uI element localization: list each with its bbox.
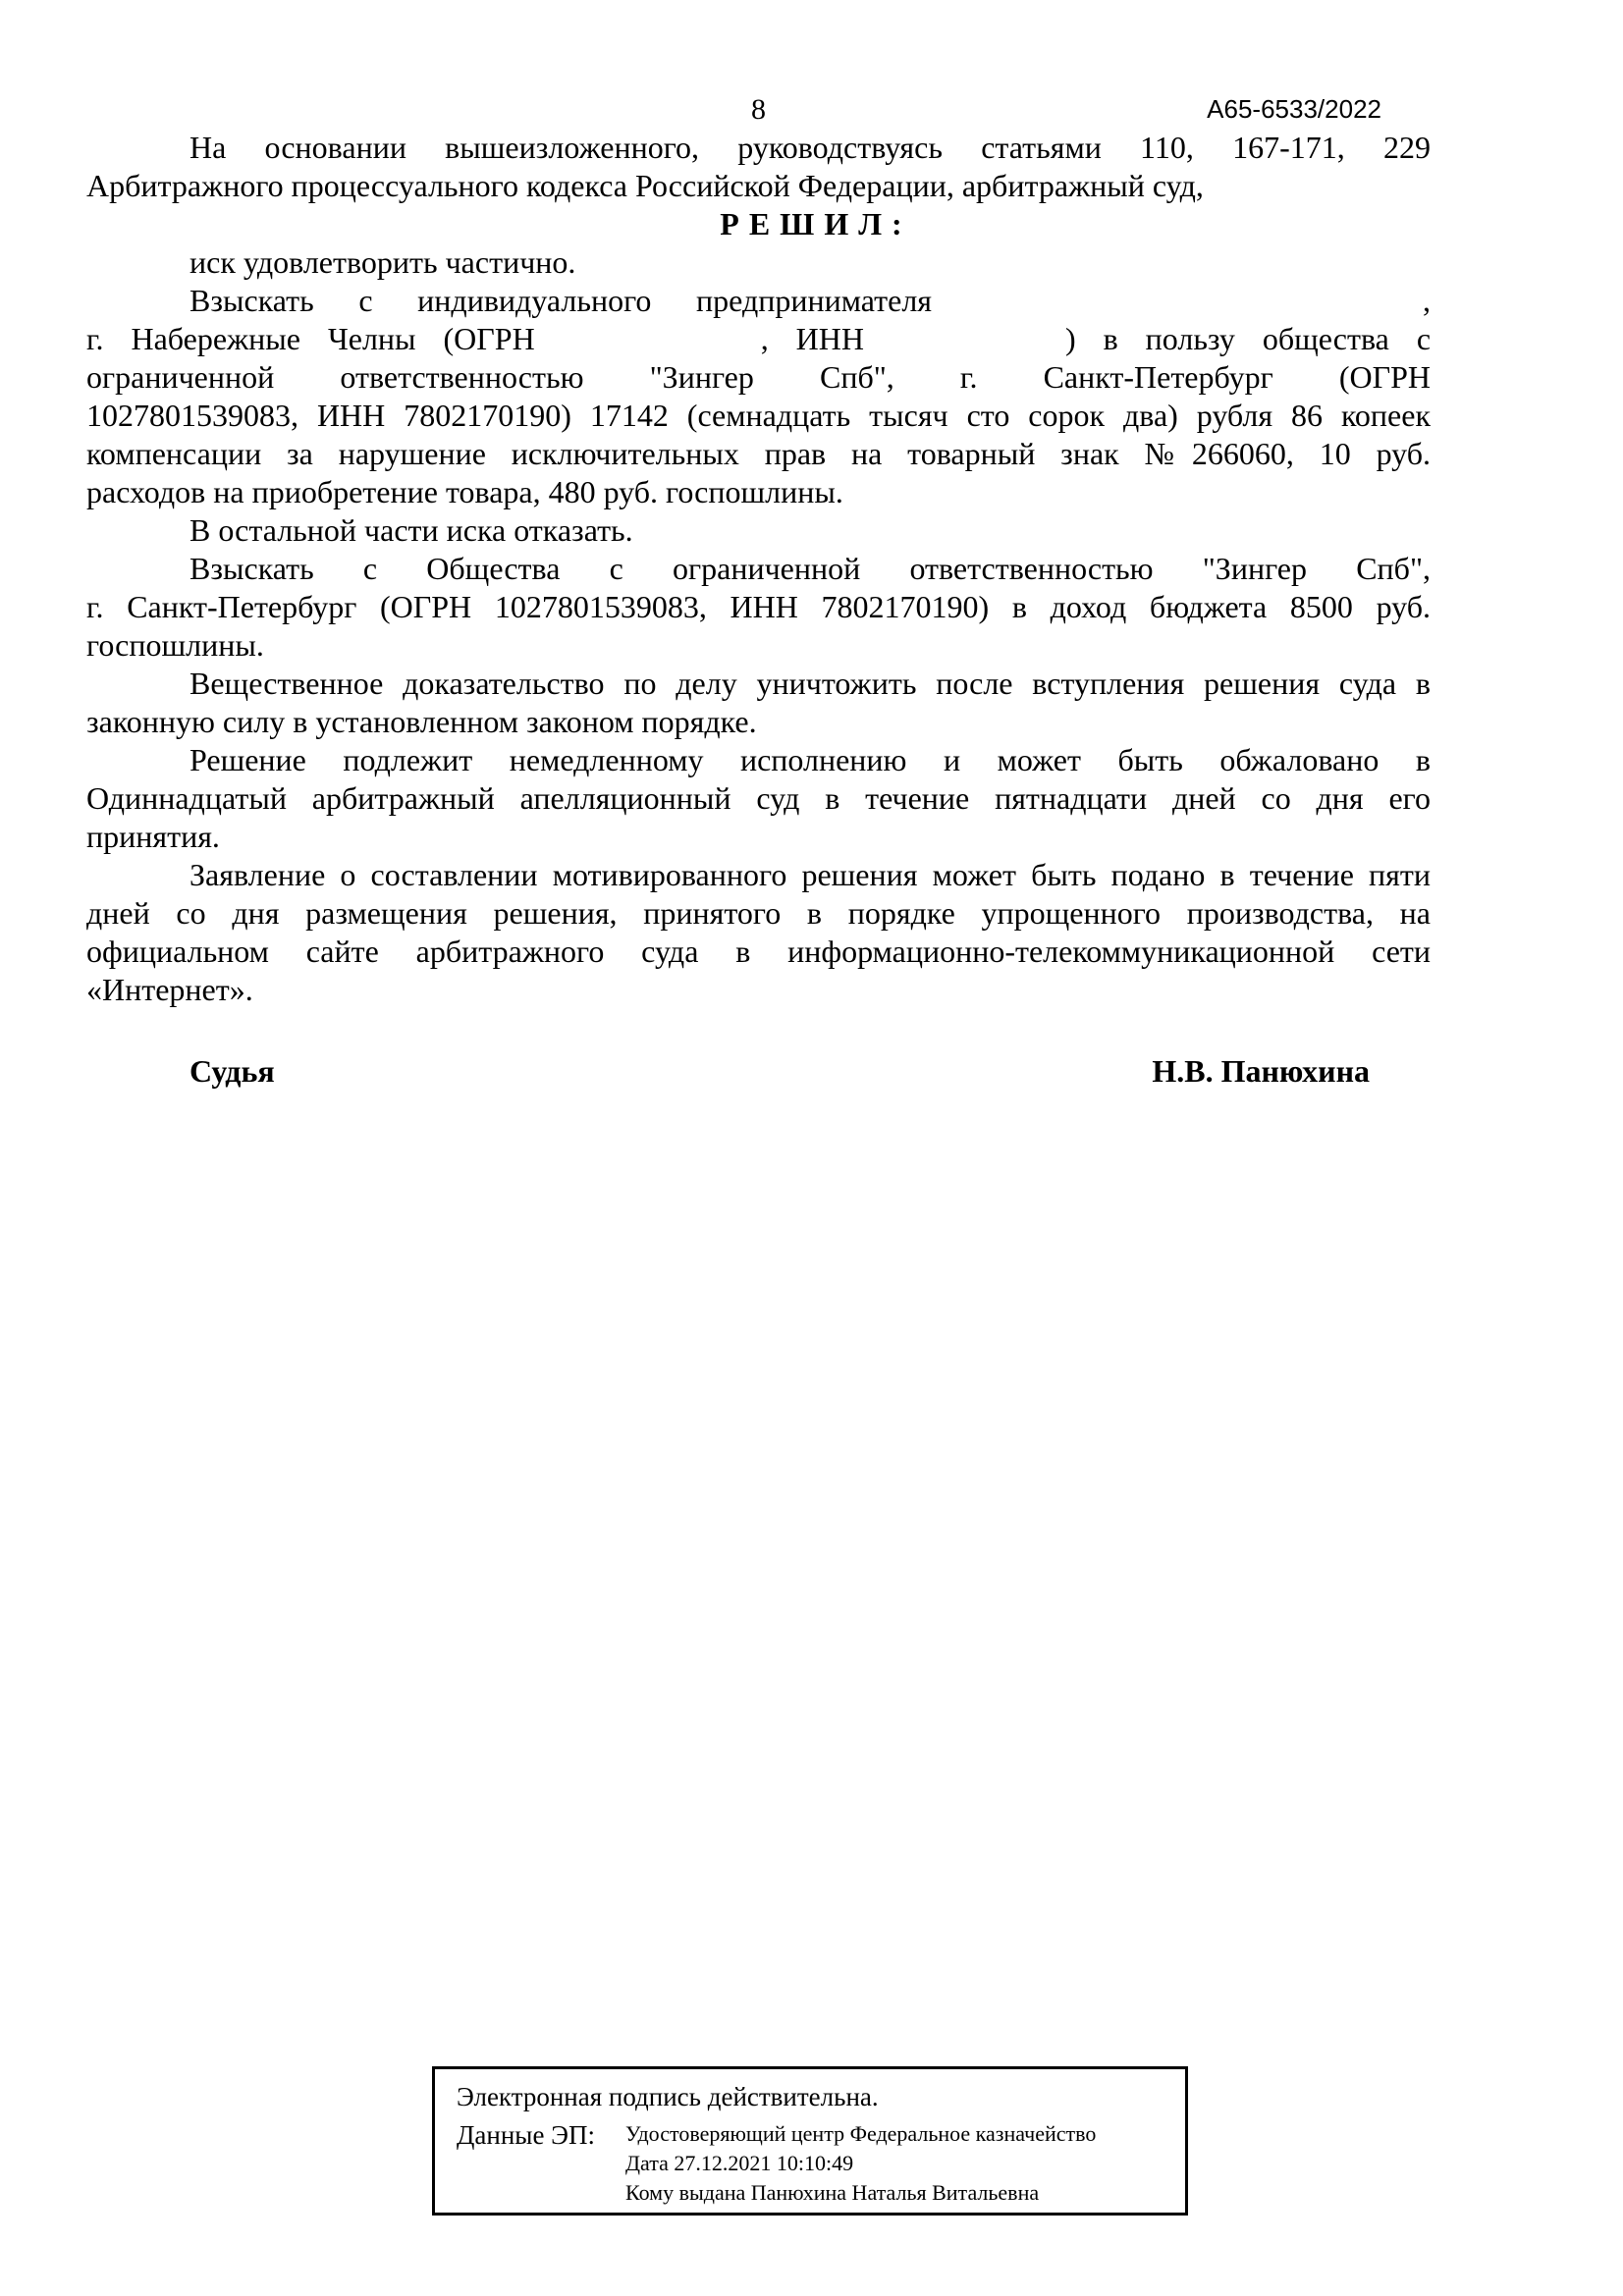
operative-line-3-part1: г. Набережные Челны (ОГРН (86, 321, 535, 356)
judge-label: Судья (189, 1053, 275, 1089)
operative-line-1: иск удовлетворить частично. (189, 244, 576, 280)
motivated-decision-line-2: дней со дня размещения решения, принятого в порядке упрощенного производства, на (86, 895, 1431, 931)
document-content (86, 90, 1431, 1091)
operative-line-8: В остальной части иска отказать. (189, 512, 633, 548)
operative-line-9: Взыскать с Общества с ограниченной ответственностью "Зингер Спб", (189, 551, 1431, 586)
page-header (86, 90, 1431, 129)
appeal-line-3: принятия. (86, 819, 220, 854)
motivated-decision-line-1: Заявление о составлении мотивированного решения может быть подано в течение пяти (189, 857, 1431, 892)
appeal-line-1: Решение подлежит немедленному исполнению и может быть обжаловано в (189, 742, 1431, 777)
operative-line-6: компенсации за нарушение исключительных прав на товарный знак №266060, 10 руб. (86, 436, 1431, 471)
appeal-line-2: Одиннадцатый арбитражный апелляционный суд в течение пятнадцати дней со дня его (86, 780, 1431, 816)
operative-line-3 (86, 320, 1431, 358)
judge-name: Н.В. Панюхина (1152, 1053, 1370, 1089)
stamp-date: Дата 27.12.2021 10:10:49 (625, 2151, 854, 2175)
operative-line-2-tail: , (1423, 283, 1431, 318)
operative-line-4: ограниченной ответственностью "Зингер Спб", г. Санкт-Петербург (ОГРН (86, 359, 1431, 395)
operative-line-11: госпошлины. (86, 627, 264, 663)
page-number: 8 (751, 93, 766, 126)
stamp-validity-text: Электронная подпись действительна. (457, 2082, 879, 2111)
intro-line-1: На основании вышеизложенного, руководствуясь статьями 110, 167-171, 229 (189, 130, 1431, 165)
intro-line-2: Арбитражного процессуального кодекса Российской Федерации, арбитражный суд, (86, 168, 1204, 203)
motivated-decision-line-3: официальном сайте арбитражного суда в информационно-телекоммуникационной сети (86, 934, 1431, 969)
operative-line-2-text: Взыскать с индивидуального предпринимателя (189, 283, 932, 318)
electronic-signature-stamp (432, 2066, 1188, 2216)
stamp-details-row (457, 2119, 1175, 2208)
operative-line-7: расходов на приобретение товара, 480 руб. госпошлины. (86, 474, 843, 509)
signature-row (86, 1052, 1431, 1091)
redaction-gap (535, 347, 761, 349)
operative-line-10: г. Санкт-Петербург (ОГРН 1027801539083, ИНН 7802170190) в доход бюджета 8500 руб. (86, 589, 1431, 624)
operative-line-5: 1027801539083, ИНН 7802170190) 17142 (семнадцать тысяч сто сорок два) рубля 86 копеек (86, 398, 1431, 433)
motivated-decision-line-4: «Интернет». (86, 972, 253, 1007)
redaction-gap (932, 309, 1423, 311)
stamp-authority: Удостоверяющий центр Федеральное казначейство (625, 2121, 1097, 2146)
redaction-gap (864, 347, 1065, 349)
stamp-details (625, 2119, 1096, 2208)
operative-line-3-part3: ) в пользу общества с (1064, 321, 1432, 356)
operative-line-2 (86, 282, 1431, 320)
resolution-heading: Р Е Ш И Л : (720, 206, 903, 241)
stamp-issued-to: Кому выдана Панюхина Наталья Витальевна (625, 2180, 1040, 2205)
operative-line-3-part2: , ИНН (760, 321, 864, 356)
evidence-line-1: Вещественное доказательство по делу уничтожить после вступления решения суда в (189, 666, 1431, 701)
stamp-data-label: Данные ЭП: (457, 2120, 595, 2150)
evidence-line-2: законную силу в установленном законом порядке. (86, 704, 757, 739)
case-number: А65-6533/2022 (1207, 94, 1381, 124)
